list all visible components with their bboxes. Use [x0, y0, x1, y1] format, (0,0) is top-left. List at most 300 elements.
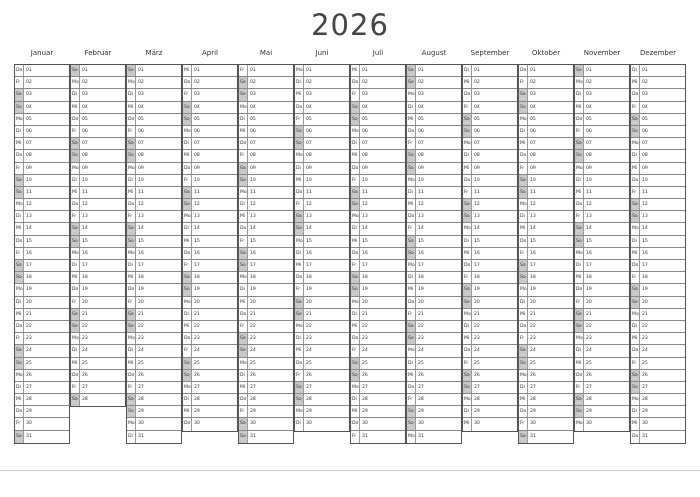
weekday-label: Fr: [575, 211, 584, 222]
day-row: [463, 150, 517, 162]
day-row: [463, 358, 517, 370]
day-number: 11: [138, 189, 144, 195]
day-row: [519, 333, 573, 345]
weekday-label: Fr: [575, 297, 584, 308]
day-row: [127, 150, 181, 162]
weekday-label: Mo: [351, 297, 360, 308]
day-number: 12: [530, 202, 536, 208]
day-number: 18: [586, 275, 592, 281]
day-row: [71, 370, 125, 382]
day-row: [183, 333, 237, 345]
day-number: 10: [82, 177, 88, 183]
weekday-label: Do: [127, 370, 136, 381]
weekday-label: Fr: [295, 284, 304, 295]
weekday-label: Mo: [575, 418, 584, 430]
day-number: 20: [26, 299, 32, 305]
weekday-label: Mo: [295, 406, 304, 417]
weekday-label: Di: [463, 150, 472, 161]
day-number: 17: [362, 263, 368, 268]
weekday-label: Di: [295, 418, 304, 430]
day-row: [351, 370, 405, 382]
day-row: [351, 345, 405, 357]
day-number: 02: [362, 80, 368, 86]
day-number: 30: [474, 421, 480, 427]
day-number: 18: [418, 275, 424, 281]
day-row: [15, 175, 69, 187]
weekday-label: Sa: [519, 431, 528, 443]
day-row: [295, 394, 349, 406]
day-row: [183, 199, 237, 211]
day-row: [463, 199, 517, 211]
weekday-label: So: [183, 199, 192, 210]
day-number: 19: [138, 287, 144, 293]
day-row: [239, 394, 293, 406]
day-number: 07: [26, 141, 32, 147]
day-row: [183, 284, 237, 296]
day-row: [631, 284, 685, 296]
day-row: [351, 272, 405, 284]
day-row: [127, 358, 181, 370]
day-number: 08: [82, 153, 88, 159]
day-list: [406, 64, 462, 444]
day-list: [294, 64, 350, 432]
weekday-label: Mi: [463, 333, 472, 344]
weekday-label: Sa: [15, 345, 24, 356]
weekday-label: Fr: [71, 126, 80, 137]
weekday-label: Fr: [463, 358, 472, 369]
day-number: 14: [82, 226, 88, 232]
day-row: [463, 187, 517, 199]
day-row: [575, 394, 629, 406]
day-row: [631, 89, 685, 101]
day-number: 05: [138, 116, 144, 122]
day-number: 04: [474, 104, 480, 110]
weekday-label: Fr: [351, 345, 360, 356]
day-row: [295, 236, 349, 248]
day-row: [407, 345, 461, 357]
weekday-label: Do: [183, 333, 192, 344]
day-number: 23: [642, 336, 648, 342]
day-row: [519, 102, 573, 114]
weekday-label: Di: [295, 248, 304, 259]
weekday-label: Di: [183, 138, 192, 149]
weekday-label: Di: [575, 345, 584, 356]
day-row: [519, 65, 573, 77]
weekday-label: Di: [127, 431, 136, 443]
day-row: [15, 187, 69, 199]
day-number: 15: [82, 238, 88, 244]
day-row: [463, 321, 517, 333]
day-number: 25: [362, 360, 368, 366]
day-row: [295, 321, 349, 333]
day-number: 23: [194, 336, 200, 342]
day-number: 04: [418, 104, 424, 110]
day-row: [463, 102, 517, 114]
day-row: [183, 370, 237, 382]
month-name: Dezember: [639, 49, 677, 57]
weekday-label: Do: [351, 418, 360, 429]
day-row: [239, 138, 293, 150]
day-number: 16: [474, 250, 480, 256]
day-row: [407, 406, 461, 418]
day-row: [519, 309, 573, 321]
weekday-label: Mi: [239, 297, 248, 308]
day-row: [239, 260, 293, 272]
day-number: 11: [194, 189, 200, 195]
day-number: 15: [138, 238, 144, 244]
day-row: [239, 382, 293, 394]
weekday-label: Di: [351, 309, 360, 320]
weekday-label: Do: [575, 284, 584, 295]
day-row: [407, 297, 461, 309]
day-number: 06: [82, 128, 88, 134]
weekday-label: Di: [631, 321, 640, 332]
day-row: [463, 211, 517, 223]
day-row: [71, 260, 125, 272]
day-row: [519, 150, 573, 162]
day-row: [183, 406, 237, 418]
weekday-label: Do: [295, 358, 304, 369]
weekday-label: Do: [407, 126, 416, 137]
day-row: [351, 89, 405, 101]
day-row: [127, 223, 181, 235]
weekday-label: Sa: [407, 236, 416, 247]
day-number: 20: [138, 299, 144, 305]
day-row: [295, 89, 349, 101]
day-row: [295, 406, 349, 418]
day-number: 17: [250, 263, 256, 268]
day-row: [519, 223, 573, 235]
weekday-label: Do: [295, 272, 304, 283]
month-name: Januar: [30, 49, 54, 57]
day-row: [519, 297, 573, 309]
day-row: [71, 175, 125, 187]
day-number: 06: [306, 128, 312, 134]
day-number: 15: [530, 238, 536, 244]
weekday-label: So: [295, 394, 304, 405]
weekday-label: Mi: [519, 309, 528, 320]
weekday-label: Mo: [631, 223, 640, 234]
day-number: 14: [362, 226, 368, 232]
day-number: 25: [194, 360, 200, 366]
weekday-label: Di: [295, 163, 304, 174]
day-row: [127, 370, 181, 382]
day-number: 02: [26, 80, 32, 86]
weekday-label: Sa: [183, 272, 192, 283]
weekday-label: Do: [463, 345, 472, 356]
day-row: [407, 114, 461, 126]
day-row: [71, 284, 125, 296]
day-number: 14: [306, 226, 312, 232]
day-number: 24: [26, 348, 32, 354]
day-row: [631, 223, 685, 235]
weekday-label: Mo: [295, 150, 304, 161]
weekday-label: Mi: [127, 102, 136, 113]
day-number: 09: [194, 165, 200, 171]
weekday-label: Mo: [519, 199, 528, 210]
day-number: 16: [26, 250, 32, 256]
day-number: 05: [362, 116, 368, 122]
day-row: [295, 65, 349, 77]
weekday-label: Do: [71, 114, 80, 125]
day-number: 21: [26, 311, 32, 317]
weekday-label: Do: [239, 223, 248, 234]
day-row: [295, 309, 349, 321]
day-number: 16: [642, 250, 648, 256]
weekday-label: Do: [407, 382, 416, 393]
day-number: 15: [362, 238, 368, 244]
day-number: 26: [138, 372, 144, 378]
weekday-label: Di: [15, 297, 24, 308]
weekday-label: Mi: [631, 418, 640, 429]
day-number: 05: [530, 116, 536, 122]
weekday-label: Di: [631, 406, 640, 417]
weekday-label: Mo: [71, 163, 80, 174]
day-number: 25: [306, 360, 312, 366]
day-number: 18: [82, 275, 88, 281]
day-number: 30: [26, 421, 32, 427]
day-number: 06: [418, 128, 424, 134]
day-number: 17: [530, 263, 536, 268]
day-number: 23: [586, 336, 592, 342]
day-number: 17: [306, 263, 312, 268]
day-row: [295, 211, 349, 223]
weekday-label: Di: [239, 114, 248, 125]
day-row: [407, 321, 461, 333]
weekday-label: Di: [631, 236, 640, 247]
day-row: [127, 382, 181, 394]
day-number: 24: [418, 348, 424, 354]
day-number: 23: [306, 336, 312, 342]
day-row: [295, 199, 349, 211]
day-row: [575, 284, 629, 296]
day-row: [15, 370, 69, 382]
day-number: 28: [642, 397, 648, 403]
weekday-label: Mo: [631, 394, 640, 405]
weekday-label: So: [575, 406, 584, 417]
weekday-label: Do: [15, 406, 24, 417]
day-row: [407, 175, 461, 187]
day-row: [519, 345, 573, 357]
weekday-label: Fr: [519, 333, 528, 344]
day-row: [463, 418, 517, 430]
weekday-label: Sa: [295, 382, 304, 393]
month-name: November: [583, 49, 621, 57]
day-number: 06: [474, 128, 480, 134]
weekday-label: Mo: [575, 248, 584, 259]
day-number: 28: [362, 397, 368, 403]
day-row: [351, 126, 405, 138]
weekday-label: Mi: [519, 394, 528, 405]
day-row: [631, 345, 685, 357]
day-number: 18: [194, 275, 200, 281]
weekday-label: Sa: [127, 394, 136, 405]
weekday-label: Mo: [239, 187, 248, 198]
weekday-label: Mi: [519, 138, 528, 149]
day-number: 23: [362, 336, 368, 342]
day-list: [182, 64, 238, 432]
day-number: 12: [250, 202, 256, 208]
day-row: [463, 260, 517, 272]
day-row: [183, 418, 237, 430]
weekday-label: Fr: [407, 223, 416, 234]
day-number: 09: [586, 165, 592, 171]
day-number: 28: [26, 397, 32, 403]
day-row: [631, 163, 685, 175]
day-number: 12: [642, 202, 648, 208]
day-list: [518, 64, 574, 444]
day-number: 13: [362, 214, 368, 220]
weekday-label: Mi: [239, 211, 248, 222]
weekday-label: Di: [239, 284, 248, 295]
weekday-label: Mi: [239, 126, 248, 137]
weekday-label: Fr: [239, 65, 248, 76]
weekday-label: Sa: [407, 65, 416, 76]
weekday-label: So: [575, 236, 584, 247]
day-row: [407, 150, 461, 162]
day-row: [183, 89, 237, 101]
weekday-label: So: [295, 138, 304, 149]
day-number: 09: [26, 165, 32, 171]
day-row: [631, 431, 685, 443]
weekday-label: Fr: [71, 297, 80, 308]
day-number: 24: [250, 348, 256, 354]
day-row: [575, 382, 629, 394]
weekday-label: Sa: [407, 321, 416, 332]
day-number: 29: [586, 409, 592, 415]
weekday-label: Sa: [463, 370, 472, 381]
day-row: [15, 126, 69, 138]
day-number: 30: [250, 421, 256, 427]
day-number: 16: [530, 250, 536, 256]
day-number: 04: [642, 104, 648, 110]
weekday-label: Mo: [183, 382, 192, 393]
weekday-label: Di: [575, 260, 584, 271]
day-number: 27: [82, 384, 88, 390]
day-row: [351, 382, 405, 394]
day-number: 03: [530, 92, 536, 98]
day-number: 24: [586, 348, 592, 354]
day-row: [631, 394, 685, 406]
weekday-label: Do: [463, 260, 472, 271]
day-row: [15, 406, 69, 418]
day-number: 05: [26, 116, 32, 122]
day-row: [351, 248, 405, 260]
day-number: 25: [418, 360, 424, 366]
day-row: [575, 321, 629, 333]
day-row: [575, 297, 629, 309]
day-number: 08: [250, 153, 256, 159]
weekday-label: So: [407, 333, 416, 344]
day-row: [575, 126, 629, 138]
weekday-label: Mo: [15, 199, 24, 210]
weekday-label: Mo: [15, 370, 24, 381]
day-number: 27: [26, 384, 32, 390]
weekday-label: Fr: [631, 358, 640, 369]
day-number: 17: [418, 263, 424, 268]
day-number: 23: [474, 336, 480, 342]
day-row: [631, 126, 685, 138]
weekday-label: Mi: [15, 309, 24, 320]
day-number: 19: [194, 287, 200, 293]
day-number: 27: [530, 384, 536, 390]
weekday-label: Fr: [631, 187, 640, 198]
weekday-label: Do: [407, 211, 416, 222]
weekday-label: So: [575, 65, 584, 76]
day-number: 28: [586, 397, 592, 403]
day-number: 25: [250, 360, 256, 366]
day-row: [239, 150, 293, 162]
weekday-label: Mo: [519, 370, 528, 381]
day-number: 20: [642, 299, 648, 305]
day-number: 15: [250, 238, 256, 244]
weekday-label: Sa: [631, 199, 640, 210]
day-number: 02: [642, 80, 648, 86]
day-row: [463, 309, 517, 321]
day-row: [183, 65, 237, 77]
weekday-label: So: [71, 236, 80, 247]
weekday-label: Do: [71, 284, 80, 295]
day-row: [295, 150, 349, 162]
day-number: 02: [138, 80, 144, 86]
day-number: 23: [250, 336, 256, 342]
weekday-label: Fr: [407, 309, 416, 320]
day-number: 22: [306, 323, 312, 329]
weekday-label: Sa: [295, 211, 304, 222]
day-row: [407, 223, 461, 235]
day-row: [71, 236, 125, 248]
day-number: 30: [530, 421, 536, 427]
weekday-label: Mi: [127, 187, 136, 198]
day-number: 16: [306, 250, 312, 256]
day-number: 01: [138, 68, 144, 73]
day-row: [463, 345, 517, 357]
day-number: 12: [418, 202, 424, 208]
day-number: 22: [194, 323, 200, 329]
day-row: [15, 394, 69, 406]
day-number: 09: [530, 165, 536, 171]
day-row: [183, 382, 237, 394]
day-row: [71, 248, 125, 260]
day-number: 16: [138, 250, 144, 256]
day-row: [183, 126, 237, 138]
day-list: [574, 64, 630, 432]
day-number: 01: [530, 68, 536, 73]
day-number: 22: [250, 323, 256, 329]
day-row: [519, 394, 573, 406]
day-row: [575, 199, 629, 211]
day-number: 17: [474, 263, 480, 268]
day-number: 28: [418, 397, 424, 403]
day-number: 13: [82, 214, 88, 220]
day-number: 24: [138, 348, 144, 354]
day-number: 19: [418, 287, 424, 293]
day-number: 24: [194, 348, 200, 354]
day-number: 11: [642, 189, 648, 195]
day-row: [239, 236, 293, 248]
weekday-label: Fr: [15, 248, 24, 259]
day-number: 05: [306, 116, 312, 122]
weekday-label: Do: [15, 65, 24, 76]
weekday-label: Do: [239, 309, 248, 320]
weekday-label: Fr: [575, 126, 584, 137]
day-row: [351, 333, 405, 345]
weekday-label: So: [407, 248, 416, 259]
day-number: 14: [194, 226, 200, 232]
day-row: [15, 138, 69, 150]
day-number: 03: [642, 92, 648, 98]
day-row: [407, 187, 461, 199]
